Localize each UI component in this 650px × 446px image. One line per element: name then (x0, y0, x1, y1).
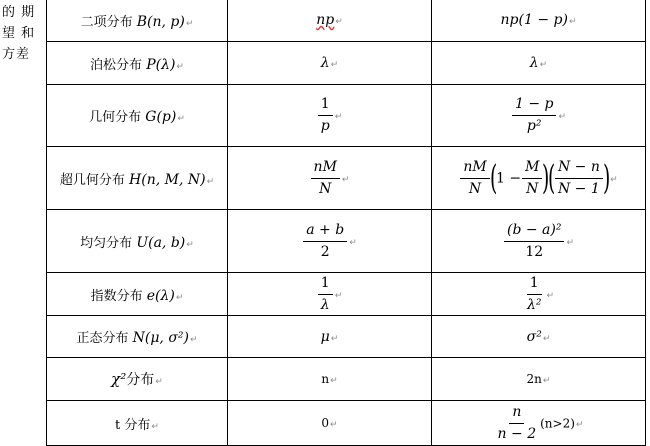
paragraph-mark-icon: ↵ (349, 237, 357, 248)
table-row (47, 358, 646, 401)
left-note-line-3: 方差 (2, 47, 31, 62)
variance-fraction (504, 222, 564, 261)
distribution-label: 分布 (126, 372, 155, 388)
fraction-denominator: λ² (526, 296, 542, 313)
distribution-param: B(n, p) (136, 13, 185, 30)
table-row (47, 147, 646, 210)
distribution-param: H(n, M, N) (129, 171, 206, 188)
mean-cell (228, 147, 432, 210)
fraction-numerator: N − n (555, 159, 603, 179)
paragraph-mark-icon: ↵ (330, 333, 339, 344)
variance-cell (432, 273, 646, 316)
close-paren: ) (542, 158, 550, 198)
mean-expression: 0 (321, 415, 330, 430)
fraction-denominator: N − 1 (557, 180, 600, 197)
variance-fraction-3 (555, 159, 603, 198)
distribution-name-cell (47, 358, 228, 401)
variance-condition: (n>2) (540, 416, 575, 430)
left-note-line-2: 望 和 (2, 26, 36, 41)
distribution-label: 指数分布 (90, 288, 143, 304)
distribution-param: e(λ) (146, 287, 175, 304)
distribution-name-cell (47, 85, 228, 147)
variance-fraction (524, 275, 545, 314)
variance-expression: λ (529, 55, 539, 71)
distribution-name-cell (47, 0, 228, 42)
variance-expression: σ² (526, 328, 542, 345)
table-row (47, 210, 646, 273)
paragraph-mark-icon: ↵ (155, 377, 163, 387)
paragraph-mark-icon: ↵ (335, 17, 343, 27)
paragraph-mark-icon: ↵ (330, 375, 338, 386)
one-minus: 1 − (495, 170, 522, 186)
variance-fraction (495, 404, 540, 443)
fraction-numerator: nM (311, 159, 340, 179)
distribution-param: N(μ, σ²) (132, 330, 189, 346)
variance-cell (432, 42, 646, 85)
paragraph-mark-icon: ↵ (542, 375, 551, 386)
distribution-name-cell (47, 316, 228, 358)
paragraph-mark-icon: ↵ (334, 112, 343, 122)
mean-cell (228, 358, 432, 401)
fraction-denominator: p (320, 118, 330, 134)
distribution-name-cell (47, 147, 228, 210)
distribution-name-cell (47, 401, 228, 446)
fraction-numerator: a + b (303, 222, 347, 242)
fraction-denominator: 12 (525, 243, 544, 260)
distribution-param: U(a, b) (136, 234, 186, 251)
fraction-denominator: N (468, 180, 482, 197)
distribution-label: 几何分布 (89, 110, 142, 125)
mean-fraction (311, 159, 340, 198)
paragraph-mark-icon: ↵ (186, 239, 194, 250)
variance-fraction-2 (522, 159, 542, 198)
variance-cell (432, 401, 646, 446)
variance-fraction (512, 96, 557, 135)
distribution-label: 泊松分布 (90, 57, 143, 73)
mean-cell (228, 210, 432, 273)
variance-cell (432, 0, 646, 42)
fraction-denominator: n − 2 (497, 425, 537, 442)
fraction-numerator: 1 (318, 275, 333, 295)
paragraph-mark-icon: ↵ (189, 335, 198, 345)
distribution-label: 二项分布 (80, 14, 133, 30)
paragraph-mark-icon: ↵ (185, 18, 194, 29)
fraction-numerator: 1 (318, 96, 333, 116)
distribution-label: 均匀分布 (80, 235, 133, 251)
mean-expression: λ (320, 55, 330, 71)
paragraph-mark-icon: ↵ (542, 333, 551, 344)
fraction-numerator: (b − a)² (504, 222, 564, 242)
distribution-name-cell (47, 210, 228, 273)
fraction-numerator: nM (460, 159, 489, 179)
paragraph-mark-icon: ↵ (175, 292, 184, 303)
mean-cell (228, 42, 432, 85)
mean-expression: μ (320, 328, 330, 345)
table-row (47, 401, 646, 446)
variance-expression-right: (1 − p) (518, 12, 568, 28)
distribution-param: P(λ) (146, 56, 176, 73)
paragraph-mark-icon: ↵ (566, 237, 575, 248)
table-row (47, 0, 646, 42)
fraction-numerator: M (522, 159, 542, 179)
paragraph-mark-icon: ↵ (539, 60, 548, 70)
distribution-name-cell (47, 42, 228, 85)
distribution-symbol: χ² (111, 370, 127, 388)
variance-fraction-1 (460, 159, 489, 198)
fraction-denominator: p² (526, 118, 542, 134)
mean-expression: np (316, 12, 335, 28)
paragraph-mark-icon: ↵ (176, 61, 184, 72)
distribution-label: 超几何分布 (59, 172, 125, 188)
table-row (47, 85, 646, 147)
mean-cell (228, 85, 432, 147)
open-paren: ( (489, 158, 497, 198)
paragraph-mark-icon: ↵ (568, 17, 577, 27)
fraction-denominator: N (526, 180, 539, 197)
paragraph-mark-icon: ↵ (330, 419, 338, 430)
mean-fraction (318, 275, 333, 314)
mean-fraction (303, 222, 347, 261)
paragraph-mark-icon: ↵ (177, 114, 185, 124)
variance-cell (432, 316, 646, 358)
variance-expression-left: np (500, 12, 519, 28)
paragraph-mark-icon: ↵ (610, 174, 618, 185)
table-row (47, 316, 646, 358)
mean-cell (228, 401, 432, 446)
distribution-label: 分布 (120, 417, 151, 433)
close-paren: ) (602, 158, 611, 198)
paragraph-mark-icon: ↵ (151, 421, 159, 432)
paragraph-mark-icon: ↵ (334, 290, 343, 301)
left-margin-note (2, 2, 46, 65)
mean-cell (228, 273, 432, 316)
fraction-denominator: λ (320, 296, 330, 313)
variance-expression: 2n (526, 371, 542, 386)
distribution-table (46, 0, 646, 446)
paragraph-mark-icon: ↵ (558, 112, 567, 122)
mean-fraction (318, 96, 333, 135)
fraction-numerator: n (509, 404, 524, 424)
paragraph-mark-icon: ↵ (575, 419, 584, 430)
left-note-line-1: 的 期 (2, 5, 36, 20)
variance-cell (432, 210, 646, 273)
open-paren: ( (547, 158, 555, 198)
mean-cell (228, 0, 432, 42)
mean-cell (228, 316, 432, 358)
fraction-numerator: 1 − p (512, 96, 557, 116)
fraction-numerator: 1 (527, 275, 542, 295)
paragraph-mark-icon: ↵ (341, 174, 350, 185)
variance-cell (432, 147, 646, 210)
table-row (47, 42, 646, 85)
table-row (47, 273, 646, 316)
variance-cell (432, 85, 646, 147)
distribution-label: 正态分布 (76, 331, 129, 346)
paragraph-mark-icon: ↵ (546, 290, 555, 301)
variance-cell (432, 358, 646, 401)
mean-expression: n (321, 371, 330, 386)
distribution-symbol: t (115, 417, 121, 433)
distribution-param: G(p) (145, 109, 177, 125)
paragraph-mark-icon: ↵ (330, 60, 339, 70)
fraction-denominator: N (319, 180, 332, 197)
fraction-denominator: 2 (320, 243, 330, 260)
paragraph-mark-icon: ↵ (206, 176, 215, 187)
distribution-name-cell (47, 273, 228, 316)
